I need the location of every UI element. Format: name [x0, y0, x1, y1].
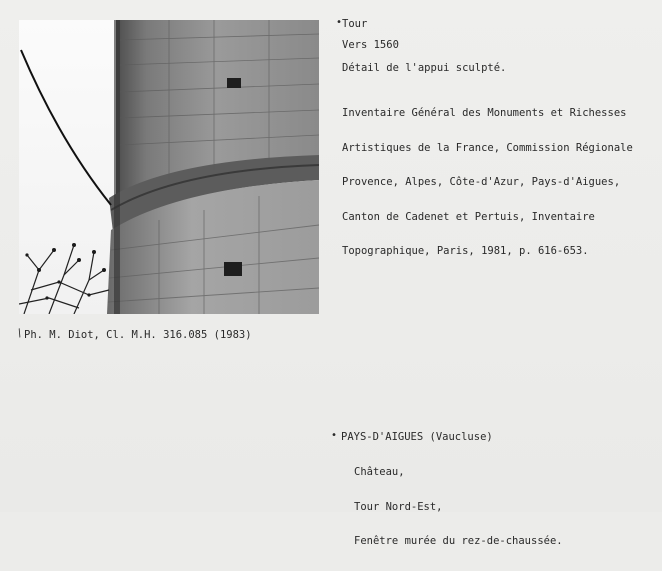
location-bullet: •	[331, 430, 338, 441]
location-region: PAYS-D'AIGUES (Vaucluse)	[341, 431, 493, 443]
reference-line: Canton de Cadenet et Pertuis, Inventaire	[342, 210, 595, 223]
location-line: Château,	[354, 466, 405, 478]
subject-text: Tour	[342, 18, 368, 30]
reference-line: Inventaire Général des Monuments et Richesses	[342, 107, 627, 119]
reference-line: Provence, Alpes, Côte-d'Azur, Pays-d'Aigues,	[342, 176, 621, 188]
reference-line: Artistiques de la France, Commission Régionale	[342, 141, 633, 154]
location-details	[354, 444, 563, 571]
reference-line: Topographique, Paris, 1981, p. 616-653.	[342, 245, 589, 257]
photo-credit: Ph. M. Diot, Cl. M.H. 316.085 (1983)	[24, 329, 252, 341]
reference-block	[342, 85, 633, 281]
date-text: Vers 1560	[342, 39, 399, 51]
tower-photograph	[19, 20, 319, 314]
subject-bullet: •	[336, 17, 343, 28]
detail-text: Détail de l'appui sculpté.	[342, 62, 507, 74]
location-line: Fenêtre murée du rez-de-chaussée.	[354, 535, 563, 547]
credit-mark: /	[14, 327, 26, 340]
location-line: Tour Nord-Est,	[354, 500, 443, 513]
